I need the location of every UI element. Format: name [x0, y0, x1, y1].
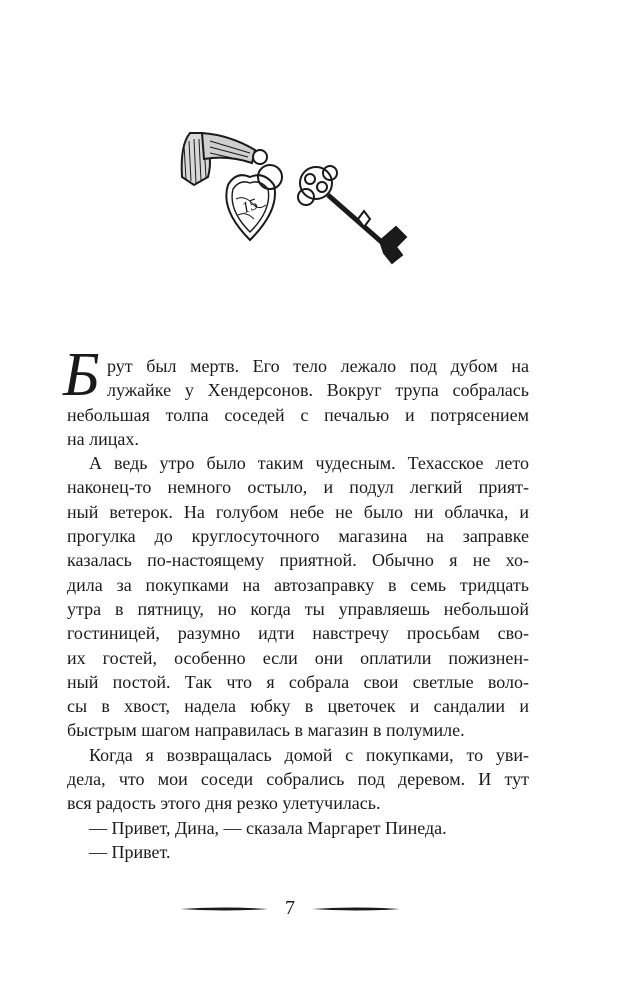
- text-line: наконец-то немного остыло, и подул легкий прият-: [67, 477, 529, 498]
- story-text: [63, 341, 529, 864]
- tag-number: 15: [239, 195, 261, 218]
- right-ornament-icon: [312, 907, 400, 911]
- text-line: лужайке у Хендерсонов. Вокруг трупа собралась: [107, 380, 529, 401]
- text-line: ный ветерок. На голубом небе не было ни облачка, и: [67, 501, 529, 522]
- dialogue-line: — Привет, Дина, — сказала Маргарет Пинеда.: [89, 817, 447, 838]
- text-line: вся радость этого дня резко улетучилась.: [67, 793, 381, 814]
- page-number: 7: [285, 897, 295, 919]
- page-footer: [180, 893, 400, 923]
- text-line: на лицах.: [67, 428, 139, 449]
- text-line: небольшая толпа соседей с печалью и потрясением: [67, 404, 529, 425]
- text-line: А ведь утро было таким чудесным. Техасское лето: [89, 453, 529, 474]
- text-line: прогулка до круглосуточного магазина на заправке: [67, 526, 529, 547]
- text-line: их гостей, особенно если они оплатили пожизнен-: [67, 647, 529, 668]
- text-line: Когда я возвращалась домой с покупками, то уви-: [89, 744, 529, 765]
- text-line: сы в хвост, надела юбку в цветочек и сандалии и: [67, 696, 529, 717]
- key-illustration: [170, 115, 420, 280]
- text-line: ный постой. Так что я собрала свои светлые воло-: [67, 671, 529, 692]
- text-line: гостиницей, разумно идти навстречу просьбам сво-: [67, 623, 529, 644]
- key-with-tassel-icon: [170, 115, 420, 280]
- text-line: утра в пятницу, но когда ты управляешь небольшой: [67, 598, 529, 619]
- dialogue-line: — Привет.: [89, 841, 171, 862]
- text-line: быстрым шагом направилась в магазин в полумиле.: [67, 720, 465, 741]
- text-line: казалась по-настоящему приятной. Обычно я не хо-: [67, 550, 529, 571]
- text-line: дела, что мои соседи собрались под деревом. И тут: [67, 769, 529, 790]
- text-line: дила за покупками на автозаправку в семь тридцать: [67, 574, 529, 595]
- dropcap-letter: Б: [63, 341, 100, 409]
- text-line: рут был мертв. Его тело лежало под дубом на: [107, 356, 529, 376]
